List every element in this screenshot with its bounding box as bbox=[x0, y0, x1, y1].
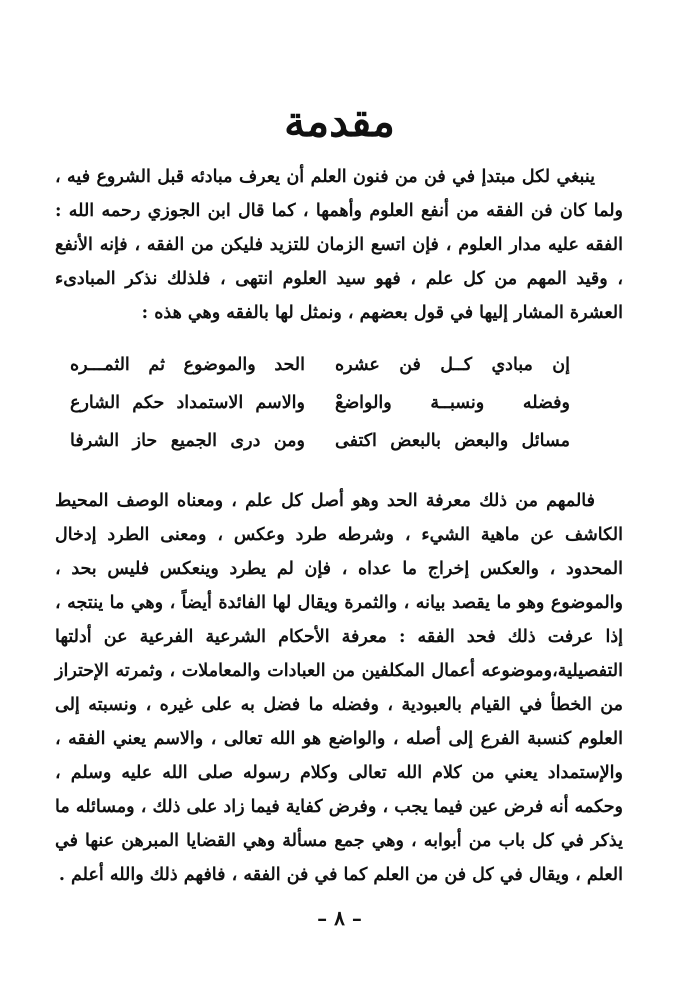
page-number: – ٨ – bbox=[317, 906, 362, 930]
verse-first-hemistich: وفضله ونسبــة والواضعْ bbox=[335, 393, 570, 413]
verse-second-hemistich: والاسم الاستمداد حكم الشارع bbox=[70, 393, 305, 413]
body-paragraph bbox=[55, 484, 623, 892]
page-title: مقدمة bbox=[284, 97, 395, 146]
body-text: فالمهم من ذلك معرفة الحد وهو أصل كل علم ، ومعناه الوصف المحيط الكاشف عن ماهية الشيء ، وشرطه طرد وعكس ، ومعنى الطرد إدخال المحدود ، والعكس إخراج ما عداه ، فإن لم يطرد وينعكس فليس بحد ، والموضوع وهو ما يقصد بيانه ، والثمرة ويقال لها الفائدة أيضاً ، وهي ما ينتجه ، إذا عرفت ذلك فحد الفقه : معرفة الأحكام الشرعية الفرعية عن أدلتها التفصيلية،وموضوعه أعمال المكلفين من العبادات والمعاملات ، وثمرته الإحتراز من الخطأ في القيام بالعبودية ، وفضله ما فضل به على غيره ، ونسبته إلى العلوم كنسبة الفرع إلى أصله ، والواضع هو الله تعالى ، والاسم يعني الفقه ، والإستمداد يعني من كلام الله تعالى وكلام رسوله صلى الله عليه وسلم ، وحكمه أنه فرض عين فيما يجب ، وفرض كفاية فيما زاد على ذلك ، ومسائله ما يذكر في كل باب من أبوابه ، وهي جمع مسألة وهي القضايا المبرهن عنها في العلم ، ويقال في كل فن من العلم كما في فن الفقه ، فافهم ذلك والله أعلم . bbox=[55, 491, 623, 885]
verse-first-hemistich: إن مبادي كــل فن عشره bbox=[335, 355, 570, 375]
poem-verse bbox=[70, 384, 570, 422]
intro-text: ينبغي لكل مبتدإ في فن من فنون العلم أن يعرف مبادئه قبل الشروع فيه ، ولما كان فن الفقه من أنفع العلوم وأهمها ، كما قال ابن الجوزي رحمه الله : الفقه عليه مدار العلوم ، فإن اتسع الزمان للتزيد فليكن من الفقه ، فإنه الأنفع ، وقيد المهم من كل علم ، فهو سيد العلوم انتهى ، فلذلك نذكر المبادىء العشرة المشار إليها في قول بعضهم ، ونمثل لها بالفقه وهي هذه : bbox=[55, 167, 623, 323]
poem bbox=[70, 346, 570, 460]
intro-paragraph bbox=[55, 160, 623, 330]
poem-verse bbox=[70, 422, 570, 460]
verse-first-hemistich: مسائل والبعض بالبعض اكتفى bbox=[335, 431, 570, 451]
verse-second-hemistich: ومن درى الجميع حاز الشرفا bbox=[70, 431, 305, 451]
verse-second-hemistich: الحد والموضوع ثم الثمـــره bbox=[70, 355, 305, 375]
poem-verse bbox=[70, 346, 570, 384]
